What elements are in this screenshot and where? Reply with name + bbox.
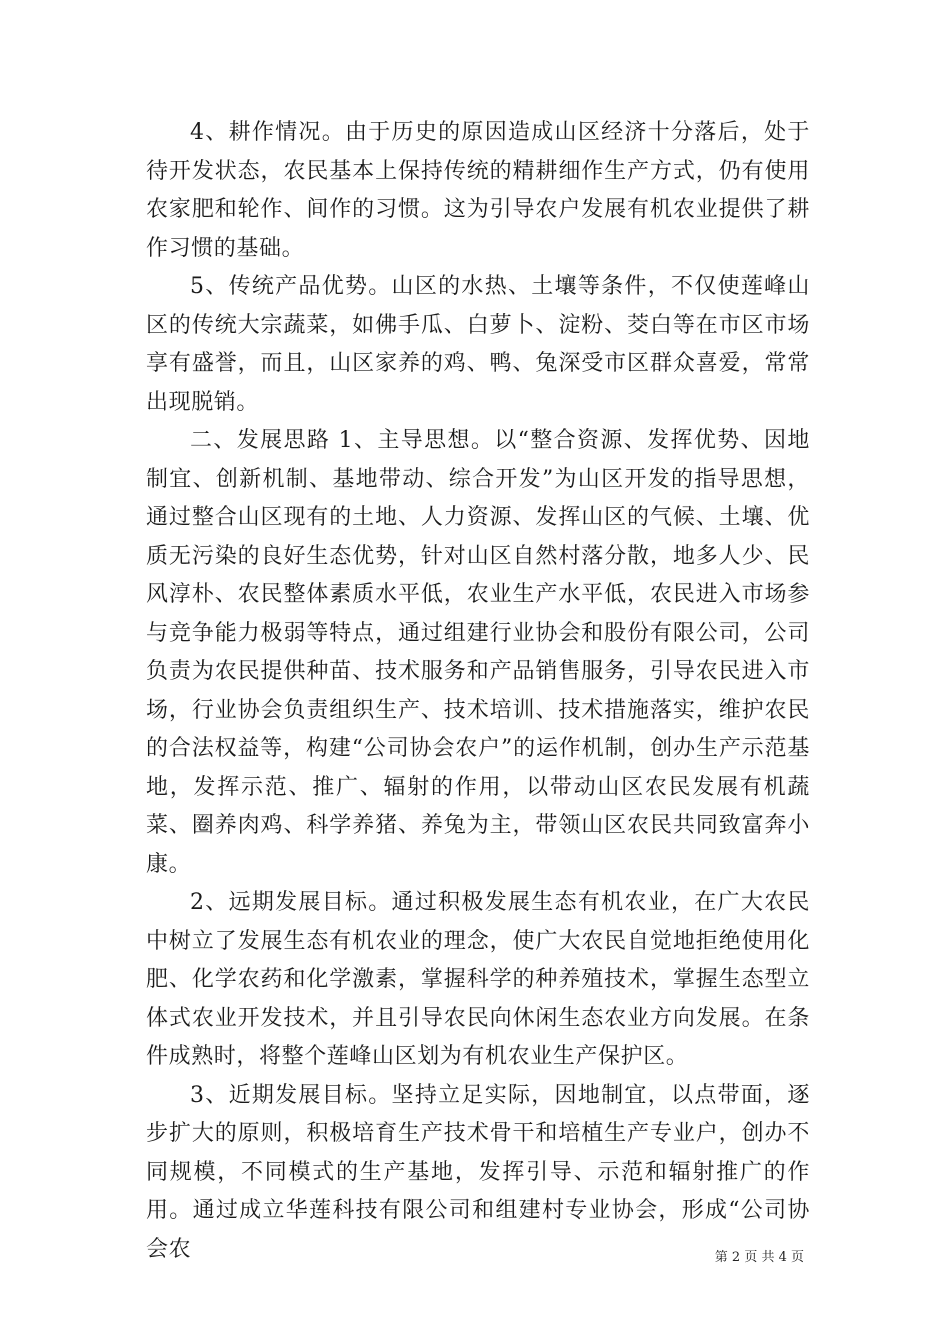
paragraph-long-term-goal: 2、远期发展目标。通过积极发展生态有机农业，在广大农民中树立了发展生态有机农业的理念，使广大农民自觉地拒绝使用化肥、化学农药和化学激素，掌握科学的种养殖技术，掌握生态型立体式农业开发技术，并且引导农民向休闲生态农业方向发展。在条件成熟时，将整个莲峰山区划为有机农业生产保护区。 bbox=[146, 890, 810, 1069]
page-number: 第 2 页 共 4 页 bbox=[714, 1250, 804, 1265]
paragraph-farming-status: 4、耕作情况。由于历史的原因造成山区经济十分落后，处于待开发状态，农民基本上保持传统的精耕细作生产方式，仍有使用农家肥和轮作、间作的习惯。这为引导农户发展有机农业提供了耕作习惯的基础。 bbox=[146, 120, 810, 261]
document-body bbox=[146, 114, 810, 1269]
paragraph-short-term-goal: 3、近期发展目标。坚持立足实际，因地制宜，以点带面，逐步扩大的原则，积极培育生产技术骨干和培植生产专业户，创办不同规模，不同模式的生产基地，发挥引导、示范和辐射推广的作用。通过成立华莲科技有限公司和组建村专业协会，形成“公司协会农 bbox=[146, 1082, 810, 1262]
paragraph-traditional-products: 5、传统产品优势。山区的水热、土壤等条件，不仅使莲峰山区的传统大宗蔬菜，如佛手瓜、白萝卜、淀粉、茭白等在市区市场享有盛誉，而且，山区家养的鸡、鸭、兔深受市区群众喜爱，常常出现脱销。 bbox=[146, 274, 810, 415]
paragraph-guiding-ideas: 二、发展思路 1、主导思想。以“整合资源、发挥优势、因地制宜、创新机制、基地带动、综合开发”为山区开发的指导思想，通过整合山区现有的土地、人力资源、发挥山区的气候、土壤、优质无污染的良好生态优势，针对山区自然村落分散，地多人少、民风淳朴、农民整体素质水平低，农业生产水平低，农民进入市场参与竞争能力极弱等特点，通过组建行业协会和股份有限公司，公司负责为农民提供种苗、技术服务和产品销售服务，引导农民进入市场，行业协会负责组织生产、技术培训、技术措施落实，维护农民的合法权益等，构建“公司协会农户”的运作机制，创办生产示范基地，发挥示范、推广、辐射的作用，以带动山区农民发展有机蔬菜、圈养肉鸡、科学养猪、养兔为主，带领山区农民共同致富奔小康。 bbox=[146, 428, 810, 877]
